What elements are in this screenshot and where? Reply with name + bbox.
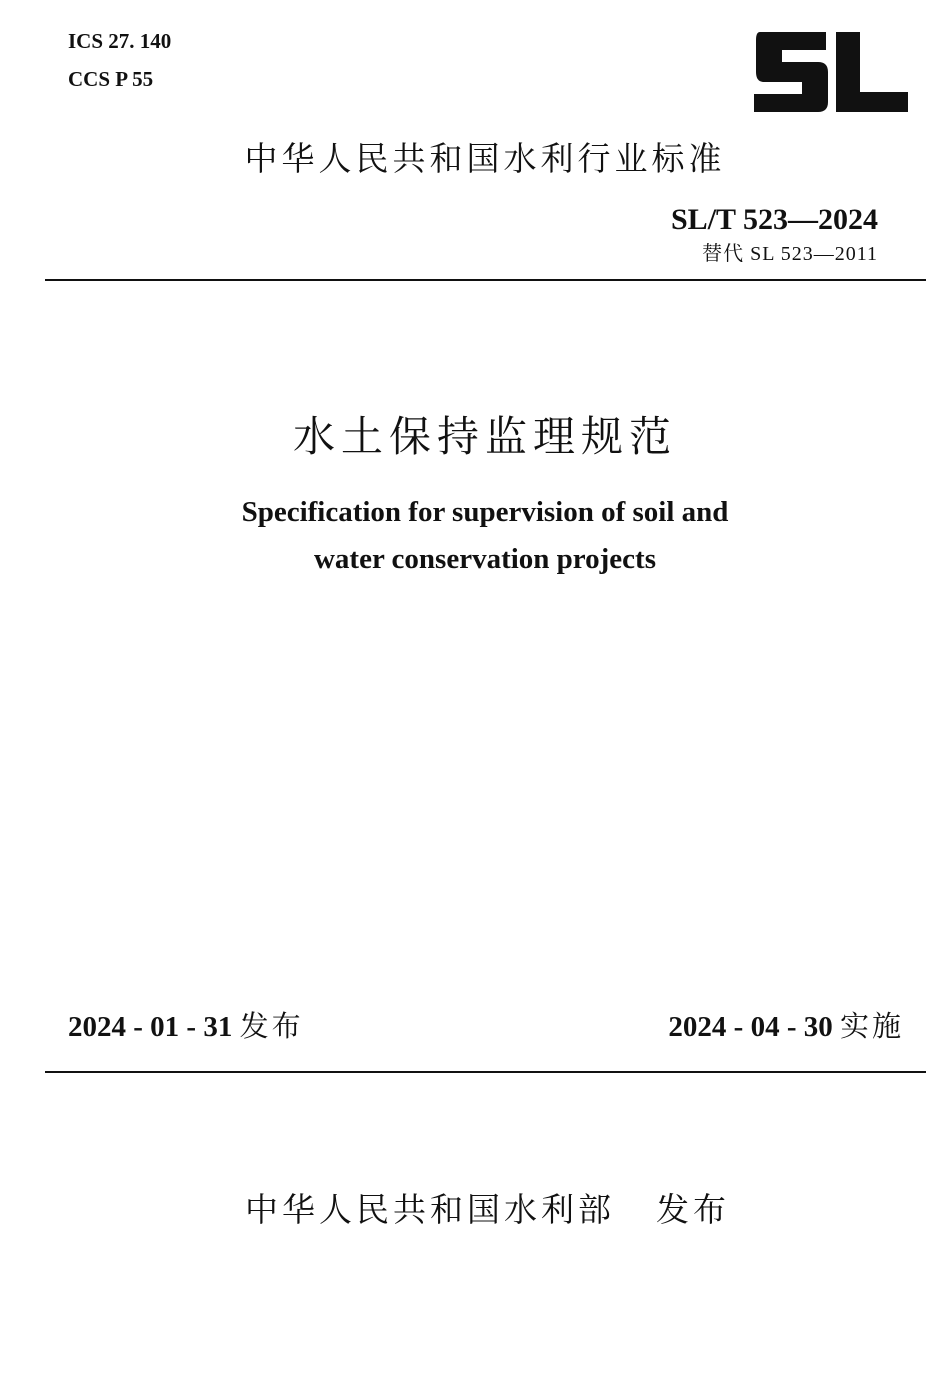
sl-logo: [752, 32, 908, 112]
english-title-line-1: Specification for supervision of soil and: [241, 496, 729, 528]
implementation-date: 2024 - 04 - 30: [668, 1011, 833, 1043]
implementation-date-line: [668, 1009, 904, 1043]
issue-date-line: [68, 1009, 304, 1043]
publisher-name: 中华人民共和国水利部: [245, 1190, 615, 1229]
sl-logo-l-glyph: [836, 32, 908, 112]
implementation-label: 实施: [839, 1009, 904, 1043]
standard-number: SL/T 523—2024: [671, 203, 878, 236]
issue-date: 2024 - 01 - 31: [68, 1011, 233, 1043]
authority-line: 中华人民共和国水利行业标准: [244, 139, 726, 178]
ics-code: ICS 27. 140: [68, 29, 172, 53]
issue-label: 发布: [239, 1009, 304, 1043]
english-title-line-2: water conservation projects: [313, 543, 656, 575]
chinese-title: 水土保持监理规范: [292, 412, 677, 461]
ccs-code: CCS P 55: [68, 67, 154, 91]
bottom-divider: [45, 1071, 926, 1073]
replaces-standard: 替代 SL 523—2011: [702, 243, 878, 265]
top-divider: [45, 279, 926, 281]
sl-logo-s-glyph: [754, 32, 828, 112]
publisher-label: 发布: [656, 1190, 730, 1229]
